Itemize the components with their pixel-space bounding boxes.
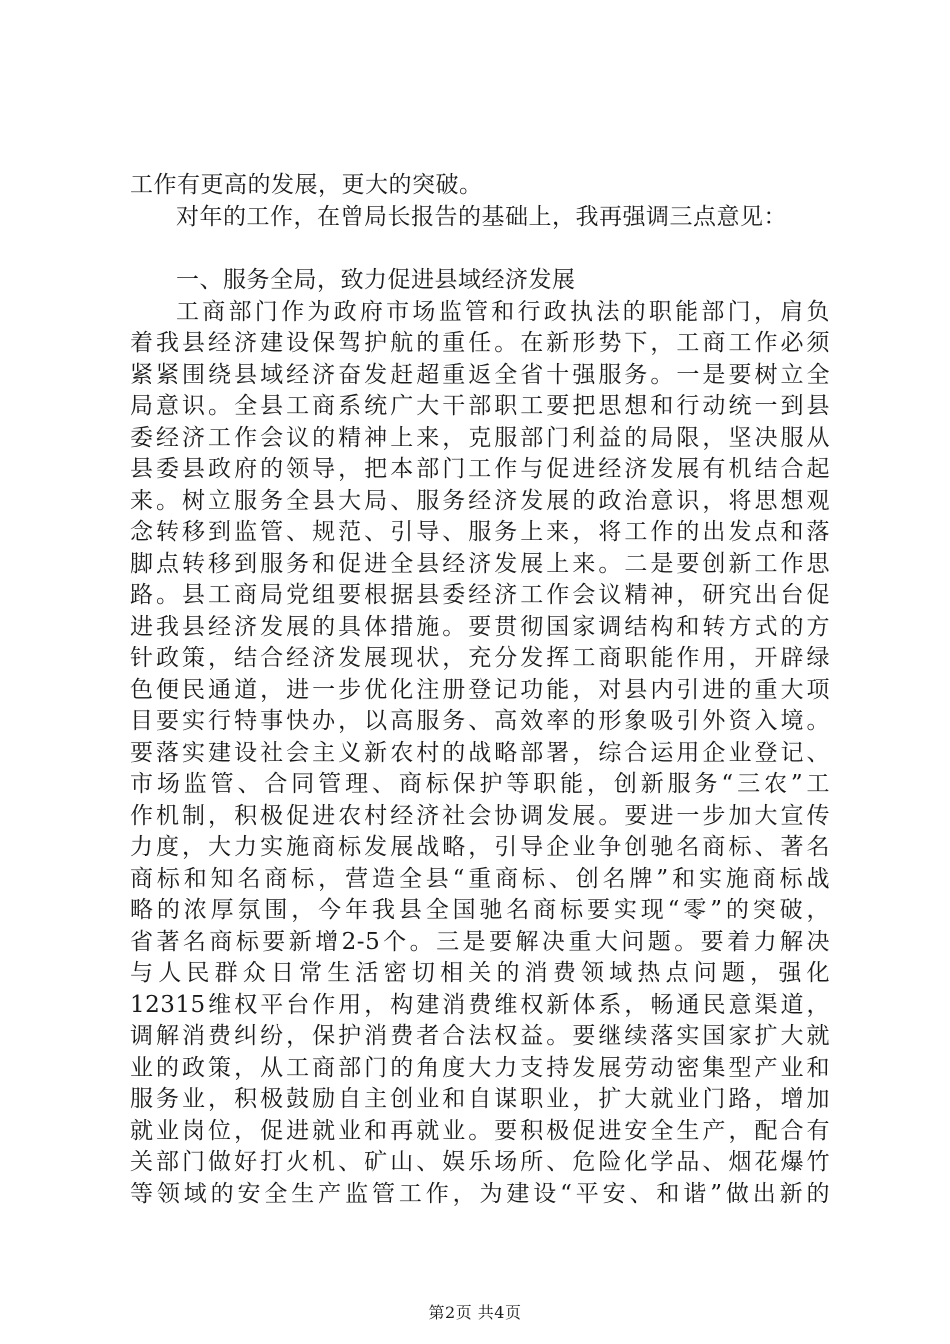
text-line: 县委县政府的领导，把本部门工作与促进经济发展有机结合起	[130, 456, 830, 482]
text-line: 进我县经济发展的具体措施。要贯彻国家调结构和转方式的方	[130, 613, 830, 640]
text-line: 紧紧围绕县域经济奋发赶超重返全省十强服务。一是要树立全	[130, 361, 830, 388]
text-line: 路。县工商局党组要根据县委经济工作会议精神，研究出台促	[130, 582, 830, 608]
text-line: 业的政策，从工商部门的角度大力支持发展劳动密集型产业和	[130, 1054, 830, 1081]
text-line: 与人民群众日常生活密切相关的消费领域热点问题，强化	[130, 960, 830, 986]
text-line: 就业岗位，促进就业和再就业。要积极促进安全生产，配合有	[130, 1117, 830, 1144]
text-line: 对年的工作，在曾局长报告的基础上，我再强调三点意见：	[176, 203, 787, 230]
text-line: 委经济工作会议的精神上来，克服部门利益的局限，坚决服从	[130, 424, 830, 451]
text-line: 12315维权平台作用，构建消费维权新体系，畅通民意渠道，	[130, 991, 830, 1018]
text-line: 关部门做好打火机、矿山、娱乐场所、危险化学品、烟花爆竹	[130, 1149, 830, 1175]
text-line: 目要实行特事快办，以高服务、高效率的形象吸引外资入境。	[130, 708, 830, 734]
text-line: 作机制，积极促进农村经济社会协调发展。要进一步加大宣传	[130, 802, 830, 829]
text-line: 商标和知名商标，营造全县“重商标、创名牌”和实施商标战	[130, 865, 830, 892]
text-line: 调解消费纠纷，保护消费者合法权益。要继续落实国家扩大就	[130, 1023, 830, 1049]
text-line: 略的浓厚氛围，今年我县全国驰名商标要实现“零”的突破，	[130, 897, 830, 923]
text-line: 针政策，结合经济发展现状，充分发挥工商职能作用，开辟绿	[130, 645, 830, 671]
text-line: 着我县经济建设保驾护航的重任。在新形势下，工商工作必须	[130, 330, 830, 356]
text-line: 工作有更高的发展，更大的突破。	[130, 172, 483, 198]
document-body	[130, 170, 830, 1210]
section-heading: 一、服务全局，致力促进县域经济发展	[176, 267, 576, 293]
text-line: 服务业，积极鼓励自主创业和自谋职业，扩大就业门路，增加	[130, 1086, 830, 1112]
page-footer	[0, 1303, 950, 1323]
text-line: 等领域的安全生产监管工作，为建设“平安、和谐”做出新的	[130, 1180, 830, 1207]
text-line: 念转移到监管、规范、引导、服务上来，将工作的出发点和落	[130, 519, 830, 545]
text-line: 力度，大力实施商标发展战略，引导企业争创驰名商标、著名	[130, 834, 830, 860]
text-line: 省著名商标要新增2-5个。三是要解决重大问题。要着力解决	[130, 928, 830, 955]
text-line: 要落实建设社会主义新农村的战略部署，综合运用企业登记、	[130, 739, 830, 766]
text-line: 局意识。全县工商系统广大干部职工要把思想和行动统一到县	[130, 393, 830, 419]
text-line: 来。树立服务全县大局、服务经济发展的政治意识，将思想观	[130, 487, 830, 514]
text-line: 色便民通道，进一步优化注册登记功能，对县内引进的重大项	[130, 676, 830, 703]
text-line: 市场监管、合同管理、商标保护等职能，创新服务“三农”工	[130, 771, 830, 797]
paragraph-gap	[130, 233, 830, 265]
text-line: 脚点转移到服务和促进全县经济发展上来。二是要创新工作思	[130, 550, 830, 577]
page-number-label: 第2页 共4页	[428, 1303, 522, 1322]
text-line: 工商部门作为政府市场监管和行政执法的职能部门，肩负	[176, 298, 830, 325]
